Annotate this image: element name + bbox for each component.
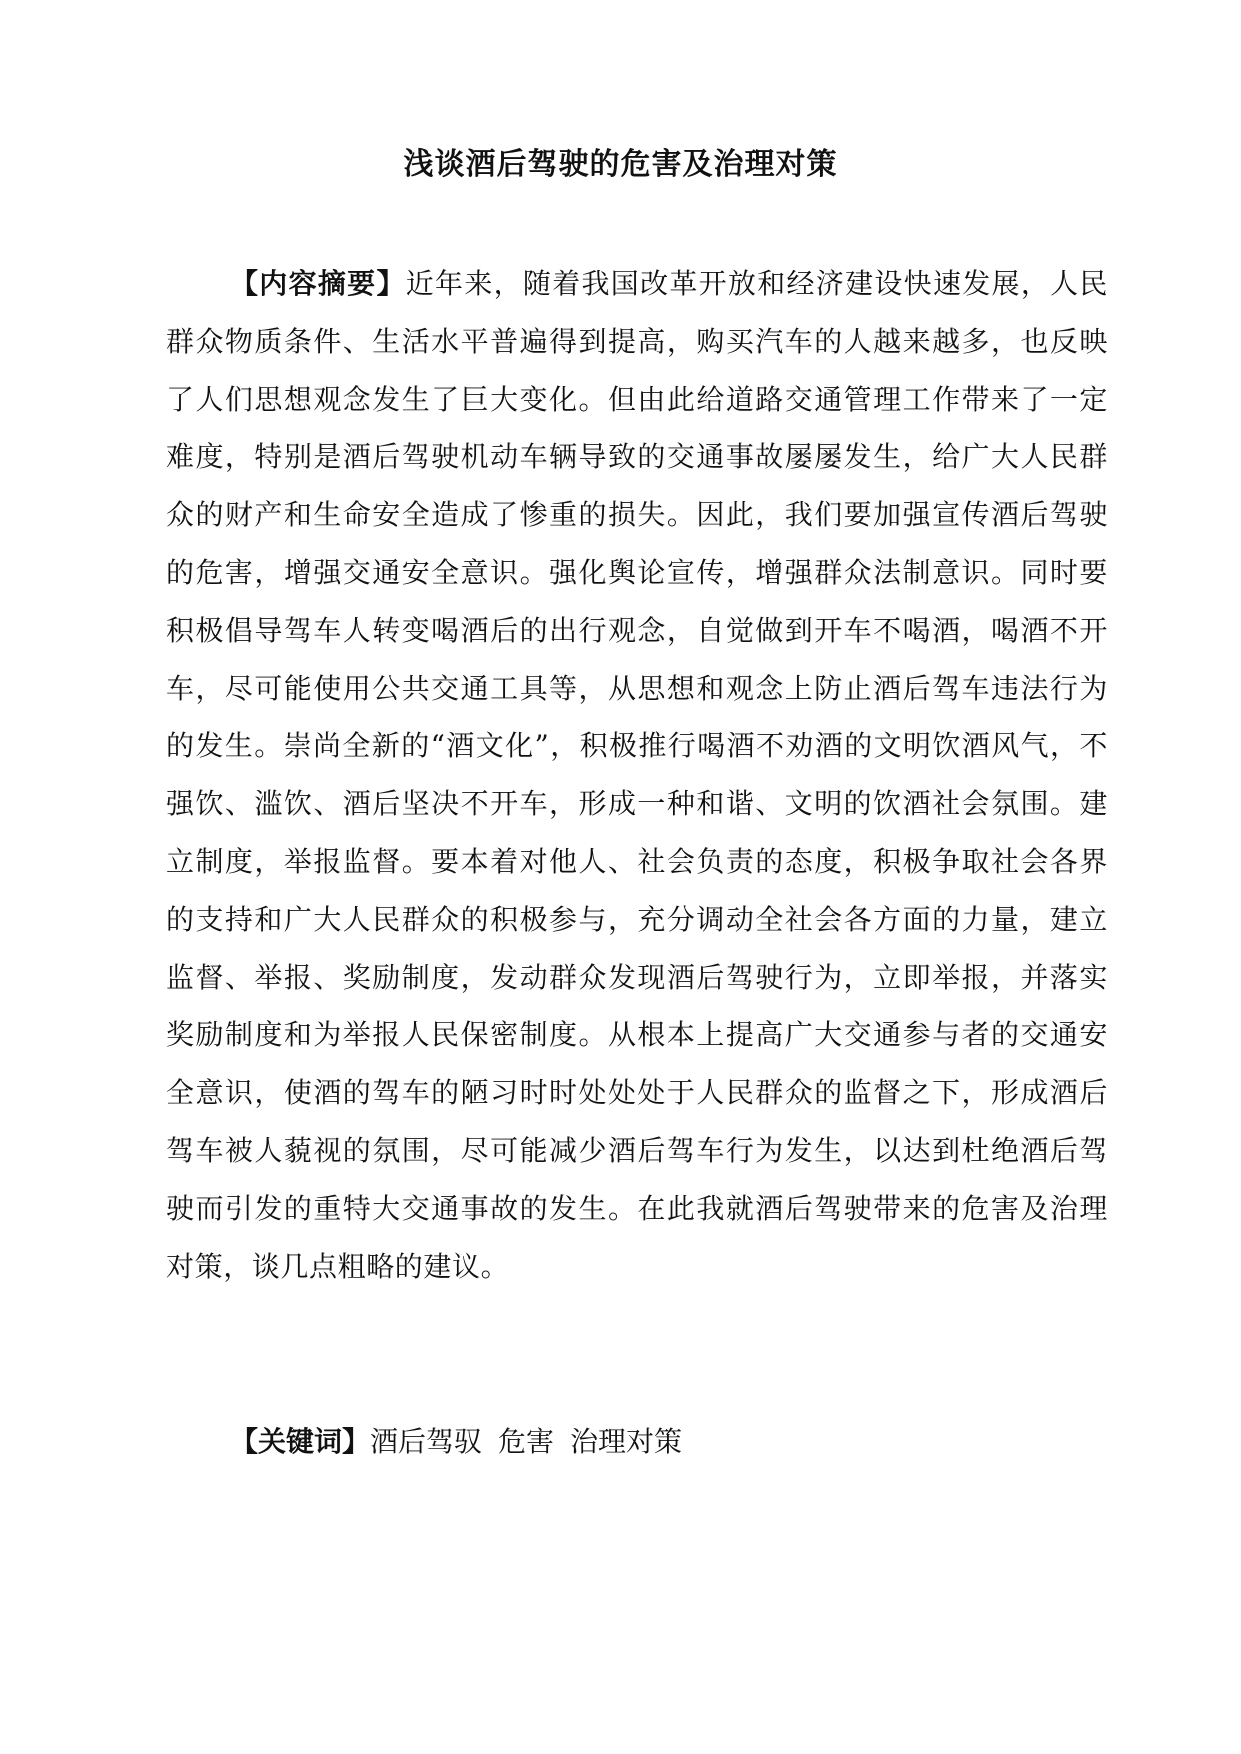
keyword-item: 危害 (498, 1425, 555, 1458)
abstract-paragraph (166, 255, 1108, 1295)
keyword-item: 酒后驾驭 (370, 1425, 483, 1458)
keywords-label: 【关键词】 (230, 1425, 371, 1458)
keywords-line (230, 1413, 1108, 1471)
abstract-text: 近年来，随着我国改革开放和经济建设快速发展，人民群众物质条件、生活水平普遍得到提高，购买汽车的人越来越多，也反映了人们思想观念发生了巨大变化。但由此给道路交通管理工作带来了一定难度，特别是酒后驾驶机动车辆导致的交通事故屡屡发生，给广大人民群众的财产和生命安全造成了惨重的损失。因此，我们要加强宣传酒后驾驶的危害，增强交通安全意识。强化舆论宣传，增强群众法制意识。同时要积极倡导驾车人转变喝酒后的出行观念，自觉做到开车不喝酒，喝酒不开车，尽可能使用公共交通工具等，从思想和观念上防止酒后驾车违法行为的发生。崇尚全新的“酒文化”，积极推行喝酒不劝酒的文明饮酒风气，不强饮、滥饮、酒后坚决不开车，形成一种和谐、文明的饮酒社会氛围。建立制度，举报监督。要本着对他人、社会负责的态度，积极争取社会各界的支持和广大人民群众的积极参与，充分调动全社会各方面的力量，建立监督、举报、奖励制度，发动群众发现酒后驾驶行为，立即举报，并落实奖励制度和为举报人民保密制度。从根本上提高广大交通参与者的交通安全意识，使酒的驾车的陋习时时处处处于人民群众的监督之下，形成酒后驾车被人藐视的氛围，尽可能减少酒后驾车行为发生，以达到杜绝酒后驾驶而引发的重特大交通事故的发生。在此我就酒后驾驶带来的危害及治理对策，谈几点粗略的建议。 (166, 267, 1109, 1283)
document-title: 浅谈酒后驾驶的危害及治理对策 (403, 147, 838, 182)
keyword-item: 治理对策 (570, 1425, 683, 1458)
abstract-label: 【内容摘要】 (230, 267, 406, 300)
